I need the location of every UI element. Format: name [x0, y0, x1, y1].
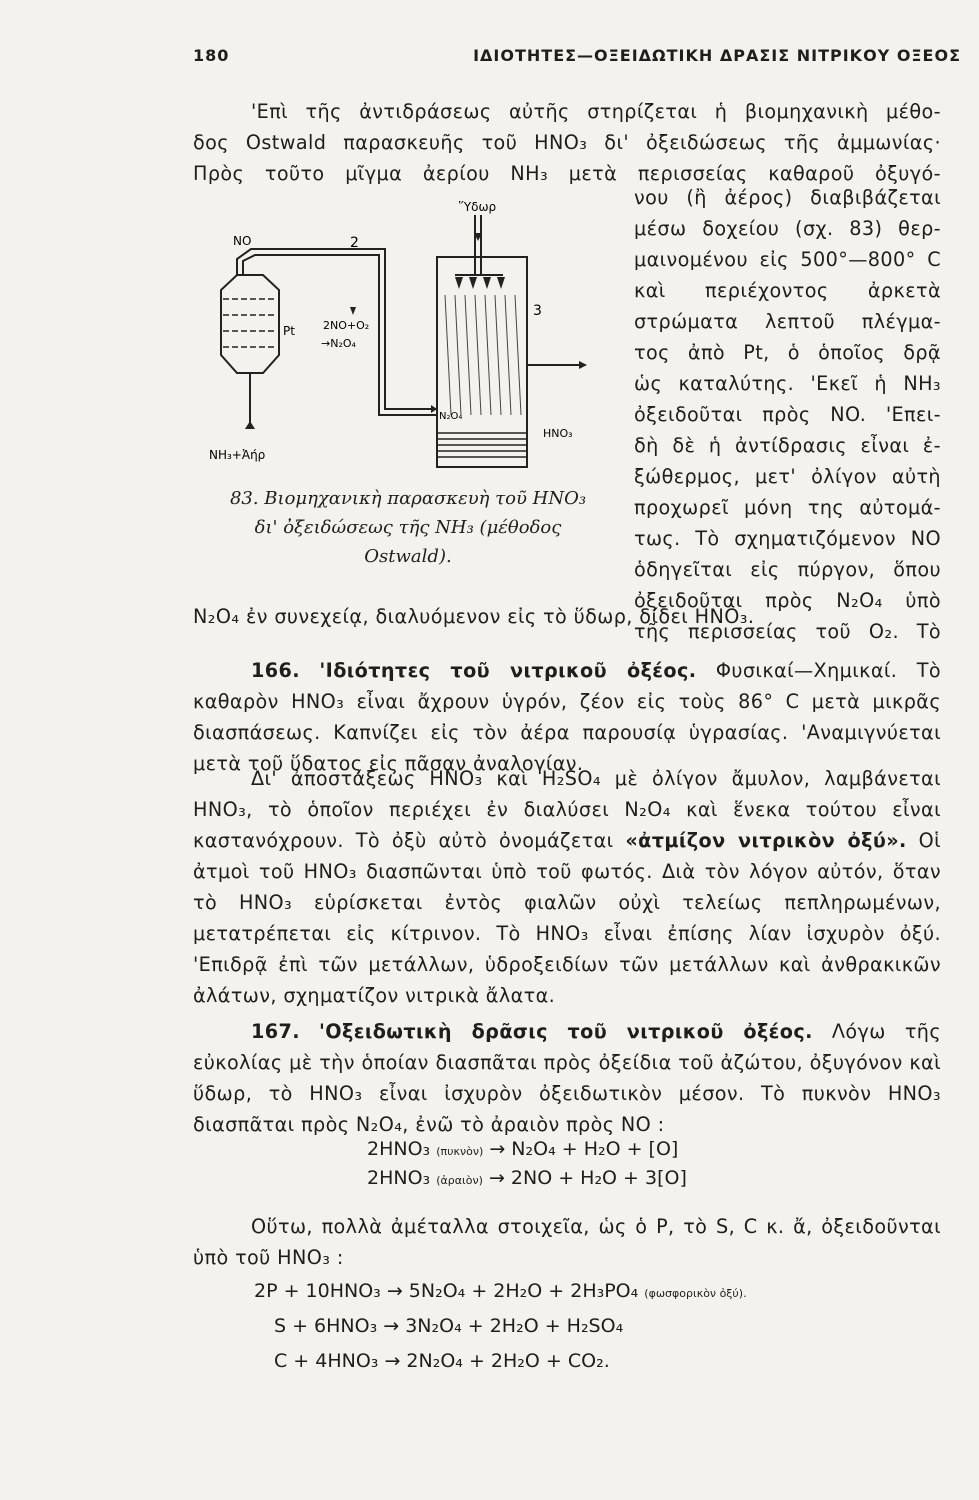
wrap-line: ὁδηγεῖται εἰς πύργον, ὅπου — [634, 558, 941, 581]
wrap-line: δὴ δὲ ἡ ἀντίδρασις εἶναι ἐ- — [634, 434, 941, 457]
figure-caption — [193, 484, 623, 571]
paragraph-start: Τὸ — [916, 659, 941, 682]
label-hno3: HNO₃ — [543, 427, 573, 440]
page-number: 180 — [193, 46, 230, 65]
equation-dilute — [367, 1167, 687, 1189]
label-nh3-air: NH₃+Ἀήρ — [209, 448, 266, 462]
running-title: ΙΔΙΟΤΗΤΕΣ—ΟΞΕΙΔΩΤΙΚΗ ΔΡΑΣΙΣ ΝΙΤΡΙΚΟΥ ΟΞΕΟΣ — [473, 46, 961, 65]
label-reaction-a: 2NO+O₂ — [323, 319, 370, 332]
label-2: 2 — [350, 235, 359, 251]
wrap-line: νου (ἢ ἀέρος) διαβιβάζεται — [634, 186, 941, 209]
eq-main: S + 6HNO₃ → 3N₂O₄ + 2H₂O + H₂SO₄ — [274, 1315, 624, 1337]
eq-note: (πυκνὸν) — [436, 1145, 484, 1158]
paragraph-text: καθαρὸν HNO₃ εἶναι ἄχρουν ὑγρόν, ζέον εἰς τοὺς 86° C μετὰ μικρᾶς διασπάσεως. Καπνίζει εἰς τὸν ἀέρα παρουσίᾳ ὑγρασίας. 'Αναμιγνύεται μετὰ τοῦ ὕδατος εἰς πᾶσαν ἀναλογίαν. — [193, 690, 941, 775]
wrap-line: καὶ περιέχοντος ἀρκετὰ — [634, 279, 941, 302]
intro-line-2: δος Ostwald παρασκευῆς τοῦ HNO₃ δι' ὀξειδώσεως τῆς ἀμμωνίας· — [193, 131, 941, 154]
caption-line: 83. Βιομηχανικὴ παρασκευὴ τοῦ HNO₃ — [229, 488, 587, 509]
label-water: Ὕδωρ — [459, 200, 497, 214]
wrap-line: μέσω δοχείου (σχ. 83) θερ- — [634, 217, 941, 240]
eq-right: → 2NO + H₂O + 3[O] — [488, 1167, 687, 1189]
eq-note: (ἀραιὸν) — [436, 1174, 483, 1187]
section-title: 'Ιδιότητες τοῦ νιτρικοῦ ὀξέος. — [319, 659, 697, 682]
equation-carbon — [274, 1350, 610, 1372]
section-166 — [193, 655, 941, 779]
label-3: 3 — [533, 303, 542, 319]
label-no: NO — [233, 234, 252, 248]
label-pt: Pt — [283, 324, 295, 338]
intro-line-last: N₂O₄ ἐν συνεχείᾳ, διαλυόμενον εἰς τὸ ὕδωρ, δίδει HNO₃. — [193, 605, 755, 628]
equation-phosphorus — [254, 1280, 747, 1302]
section-title: 'Οξειδωτικὴ δρᾶσις τοῦ νιτρικοῦ ὀξέος. — [319, 1020, 813, 1043]
section-number: 166. — [251, 659, 300, 682]
label-n2o4: N₂O₄ — [439, 411, 463, 422]
arrow-icon — [579, 361, 587, 369]
intro-wrapped-column — [634, 182, 941, 647]
eq-left: 2HNO₃ — [367, 1167, 431, 1189]
section-167-paragraph-2 — [193, 1211, 941, 1273]
page-header — [193, 46, 961, 72]
paragraph-text: Λόγω τῆς εὐκολίας μὲ τὴν ὁποίαν διασπᾶται πρὸς ὀξείδια τοῦ ἀζώτου, ὀξυγόνον καὶ ὕδωρ, τὸ HNO₃ εἶναι ἰσχυρὸν ὀξειδωτικὸν μέσον. Τὸ πυκνὸν HNO₃ διασπᾶται πρὸς N₂O₄, ἐνῶ τὸ ἀραιὸν πρὸς NO : — [193, 1020, 941, 1136]
caption-line: δι' ὀξειδώσεως τῆς NH₃ (μέθοδος — [254, 517, 562, 538]
arrow-icon — [350, 307, 356, 315]
paragraph-text: Δι' ἀποστάξεως HNO₃ καὶ H₂SO₄ μὲ ὀλίγον ἄμυλον, λαμβάνεται HNO₃, τὸ ὁποῖον περιέχει ἐν διαλύσει N₂O₄ καὶ ἕνεκα τούτου εἶναι καστανόχρουν. Τὸ ὀξὺ αὐτὸ ὀνομάζεται — [193, 767, 941, 852]
section-subtitle: Φυσικαί—Χημικαί. — [715, 659, 898, 682]
eq-note: (φωσφορικὸν ὀξύ). — [644, 1287, 747, 1300]
intro-line-1: 'Επὶ τῆς ἀντιδράσεως αὐτῆς στηρίζεται ἡ βιομηχανικὴ μέθο- — [251, 100, 941, 123]
equation-sulfur — [274, 1315, 623, 1337]
equation-concentrated — [367, 1138, 678, 1160]
eq-main: C + 4HNO₃ → 2N₂O₄ + 2H₂O + CO₂. — [274, 1350, 610, 1372]
label-reaction-b: →N₂O₄ — [321, 337, 356, 350]
wrap-line: ξώθερμος, μετ' ὀλίγον αὐτὴ — [634, 465, 941, 488]
wrap-line: τος ἀπὸ Pt, ὁ ὁποῖος δρᾷ — [634, 341, 941, 364]
paragraph-text: Οἱ ἀτμοὶ τοῦ HNO₃ διασπῶνται ὑπὸ τοῦ φωτός. Διὰ τὸν λόγον αὐτόν, ὅταν τὸ HNO₃ εὑρίσκεται ἐντὸς φιαλῶν οὐχὶ τελείως πεπληρωμένων, μετατρέπεται εἰς κίτρινον. Τὸ HNO₃ εἶναι ἐπίσης λίαν ἰσχυρὸν ὀξύ. 'Επιδρᾷ ἐπὶ τῶν μετάλλων, ὑδροξειδίων τῶν μετάλλων καὶ ἀνθρακικῶν ἀλάτων, σχηματίζον νιτρικὰ ἄλατα. — [193, 829, 941, 1007]
section-number: 167. — [251, 1020, 300, 1043]
wrap-line: ὀξειδοῦται πρὸς N₂O₄ ὑπὸ — [634, 589, 941, 612]
absorption-tower — [437, 257, 527, 467]
wrap-line: τῆς περισσείας τοῦ O₂. Τὸ — [634, 620, 941, 643]
wrap-line: στρώματα λεπτοῦ πλέγμα- — [634, 310, 941, 333]
section-167 — [193, 1016, 941, 1140]
intro-paragraph — [193, 96, 941, 189]
wrap-line: τως. Τὸ σχηματιζόμενον NO — [634, 527, 941, 550]
wrap-line: ὡς καταλύτης. 'Εκεῖ ἡ NH₃ — [634, 372, 941, 395]
eq-left: 2HNO₃ — [367, 1138, 431, 1160]
wrap-line: ὀξειδοῦται πρὸς NO. 'Επει- — [634, 403, 941, 426]
intro-line-3: Πρὸς τοῦτο μῖγμα ἀερίου NH₃ μετὰ περισσείας καθαροῦ ὀξυγό- — [193, 162, 941, 185]
arrow-icon — [245, 421, 255, 429]
eq-right: → N₂O₄ + H₂O + [O] — [489, 1138, 679, 1160]
wrap-line: μαινομένου εἰς 500°—800° C — [634, 248, 941, 271]
paragraph-text: Οὕτω, πολλὰ ἀμέταλλα στοιχεῖα, ὡς ὁ P, τὸ S, C κ. ἄ, ὀξειδοῦνται ὑπὸ τοῦ HNO₃ : — [193, 1215, 941, 1269]
caption-line: Ostwald). — [364, 546, 452, 567]
term-fuming-nitric-acid: «ἀτμίζον νιτρικὸν ὀξύ». — [625, 829, 907, 852]
wrap-line: προχωρεῖ μόνη της αὐτομά- — [634, 496, 941, 519]
eq-main: 2P + 10HNO₃ → 5N₂O₄ + 2H₂O + 2H₃PO₄ — [254, 1280, 639, 1302]
section-166-paragraph-2 — [193, 763, 941, 1011]
ostwald-apparatus-figure — [193, 195, 623, 475]
intro-last-line — [193, 601, 941, 632]
converter-vessel — [221, 275, 279, 373]
